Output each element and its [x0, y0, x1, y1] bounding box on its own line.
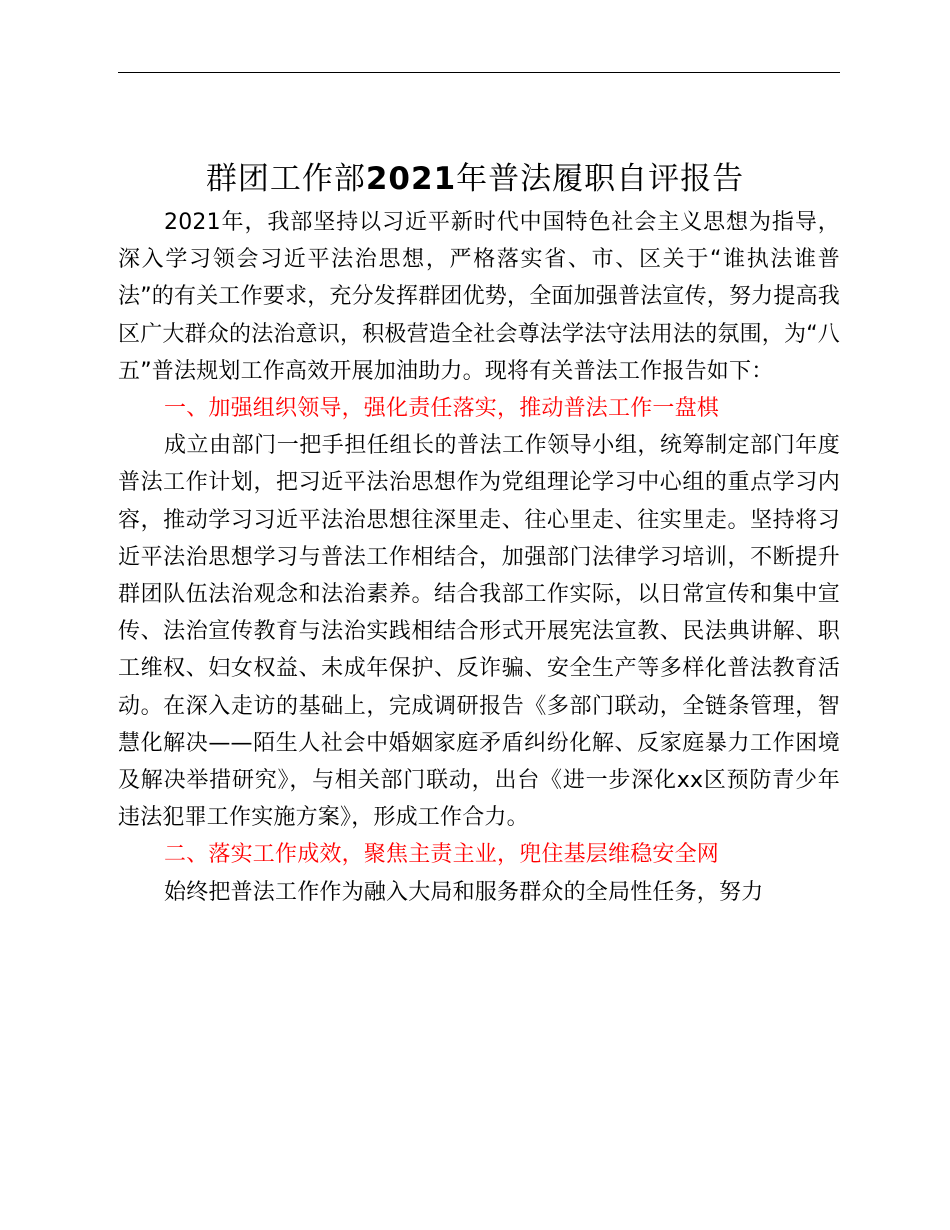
section-paragraph-1: 成立由部门一把手担任组长的普法工作领导小组，统筹制定部门年度普法工作计划，把习近平法治思想作为党组理论学习中心组的重点学习内容，推动学习习近平法治思想往深里走、往心里走、往实里走。坚持将习近平法治思想学习与普法工作相结合，加强部门法律学习培训，不断提升群团队伍法治观念和法治素养。结合我部工作实际，以日常宣传和集中宣传、法治宣传教育与法治实践相结合形式开展宪法宣教、民法典讲解、职工维权、妇女权益、未成年保护、反诈骗、安全生产等多样化普法教育活动。在深入走访的基础上，完成调研报告《多部门联动，全链条管理，智慧化解决——陌生人社会中婚姻家庭矛盾纠纷化解、反家庭暴力工作困境及解决举措研究》，与相关部门联动，出台《进一步深化xx区预防青少年违法犯罪工作实施方案》，形成工作合力。: [118, 433, 840, 831]
header-rule: [118, 72, 840, 73]
title-prefix: 群团工作部: [205, 160, 366, 197]
section-heading-1: 一、加强组织领导，强化责任落实，推动普法工作一盘棋: [164, 396, 720, 422]
document-body: [118, 204, 840, 911]
title-year: 2021: [365, 160, 457, 197]
section-paragraph-2: 始终把普法工作作为融入大局和服务群众的全局性任务，努力: [164, 879, 764, 905]
document-title: [0, 157, 950, 201]
intro-paragraph: 2021年，我部坚持以习近平新时代中国特色社会主义思想为指导，深入学习领会习近平法治思想，严格落实省、市、区关于“谁执法谁普法”的有关工作要求，充分发挥群团优势，全面加强普法宣传，努力提高我区广大群众的法治意识，积极营造全社会尊法学法守法用法的氛围，为“八五”普法规划工作高效开展加油助力。现将有关普法工作报告如下：: [118, 210, 840, 384]
section-heading-2: 二、落实工作成效，聚焦主责主业，兜住基层维稳安全网: [164, 842, 720, 868]
title-suffix: 年普法履职自评报告: [456, 160, 745, 197]
